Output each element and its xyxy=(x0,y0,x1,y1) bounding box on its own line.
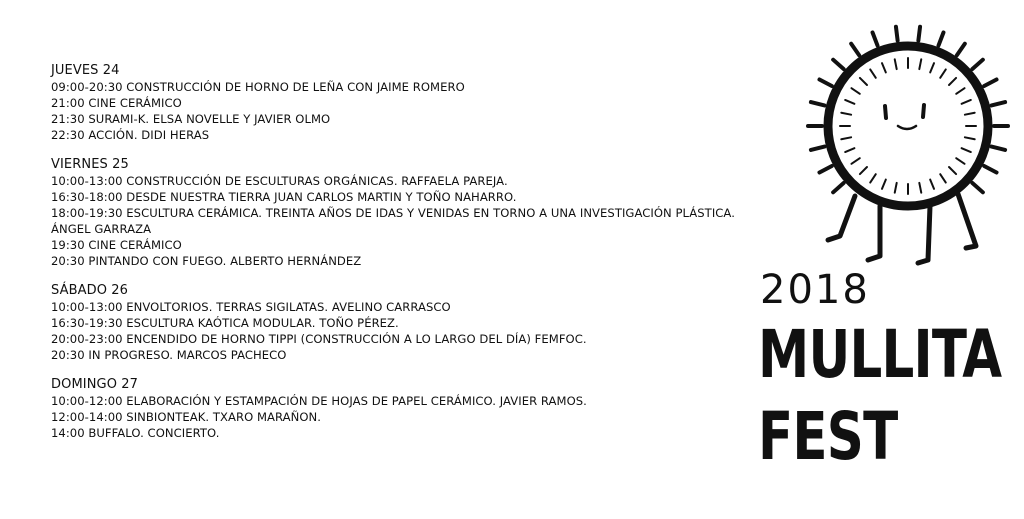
sun-ray xyxy=(984,80,996,87)
day-block-sunday xyxy=(51,376,791,441)
schedule-item: 10:00-13:00 CONSTRUCCIÓN DE ESCULTURAS ORGÁNICAS. RAFFAELA PAREJA. xyxy=(51,174,508,188)
schedule-item: 20:00-23:00 ENCENDIDO DE HORNO TIPPI (CONSTRUCCIÓN A LO LARGO DEL DÍA) FEMFOC. xyxy=(51,332,587,346)
schedule-item: 09:00-20:30 CONSTRUCCIÓN DE HORNO DE LEÑA CON JAIME ROMERO xyxy=(51,80,465,94)
day-block-friday xyxy=(51,156,791,269)
day-block-thursday xyxy=(51,62,791,143)
sun-ray xyxy=(992,147,1006,150)
day-title: JUEVES 24 xyxy=(51,63,120,78)
sun-ray xyxy=(851,44,859,56)
day-title: DOMINGO 27 xyxy=(51,377,138,392)
sun-ray xyxy=(918,27,920,41)
schedule-item: 16:30-19:30 ESCULTURA KAÓTICA MODULAR. TOÑO PÉREZ. xyxy=(51,316,399,330)
festival-schedule xyxy=(51,62,791,454)
schedule-item: 20:30 IN PROGRESO. MARCOS PACHECO xyxy=(51,348,287,362)
schedule-item: 10:00-13:00 ENVOLTORIOS. TERRAS SIGILATAS. AVELINO CARRASCO xyxy=(51,300,451,314)
sun-ray xyxy=(896,27,898,41)
sun-ray xyxy=(984,166,996,173)
schedule-item: 21:00 CINE CERÁMICO xyxy=(51,96,182,110)
sun-ray xyxy=(992,102,1006,105)
sun-ray xyxy=(833,183,843,192)
sun-ray xyxy=(819,80,831,87)
day-title: SÁBADO 26 xyxy=(51,283,129,298)
schedule-item: 19:30 CINE CERÁMICO xyxy=(51,238,182,252)
sun-ray xyxy=(938,32,943,45)
schedule-item: 18:00-19:30 ESCULTURA CERÁMICA. TREINTA AÑOS DE IDAS Y VENIDAS EN TORNO A UNA INVESTIGACIÓN PLÁSTICA. xyxy=(51,206,735,220)
logo-name-line-1: MULLITA xyxy=(758,316,1002,393)
schedule-item: 21:30 SURAMI-K. ELSA NOVELLE Y JAVIER OLMO xyxy=(51,112,331,126)
schedule-item: ÁNGEL GARRAZA xyxy=(51,222,152,236)
schedule-item: 10:00-12:00 ELABORACIÓN Y ESTAMPACIÓN DE HOJAS DE PAPEL CERÁMICO. JAVIER RAMOS. xyxy=(51,394,587,408)
schedule-item: 22:30 ACCIÓN. DIDI HERAS xyxy=(51,128,210,142)
day-block-saturday xyxy=(51,282,791,363)
sun-ray xyxy=(819,166,831,173)
sun-ray xyxy=(972,183,982,192)
schedule-item: 20:30 PINTANDO CON FUEGO. ALBERTO HERNÁNDEZ xyxy=(51,254,362,268)
sun-ray xyxy=(972,60,982,69)
logo-name-line-2: FEST xyxy=(758,398,898,475)
logo-year: 2018 xyxy=(760,267,870,313)
sun-ray xyxy=(957,44,965,56)
schedule-item: 16:30-18:00 DESDE NUESTRA TIERRA JUAN CARLOS MARTIN Y TOÑO NAHARRO. xyxy=(51,190,517,204)
sun-ray xyxy=(811,147,825,150)
schedule-item: 12:00-14:00 SINBIONTEAK. TXARO MARAÑON. xyxy=(51,410,322,424)
sun-ray xyxy=(811,102,825,105)
smiling-sun-character-icon xyxy=(740,8,1020,278)
sun-ray xyxy=(833,60,843,69)
day-title: VIERNES 25 xyxy=(51,157,129,172)
schedule-item: 14:00 BUFFALO. CONCIERTO. xyxy=(51,426,220,440)
sun-ray xyxy=(873,32,878,45)
